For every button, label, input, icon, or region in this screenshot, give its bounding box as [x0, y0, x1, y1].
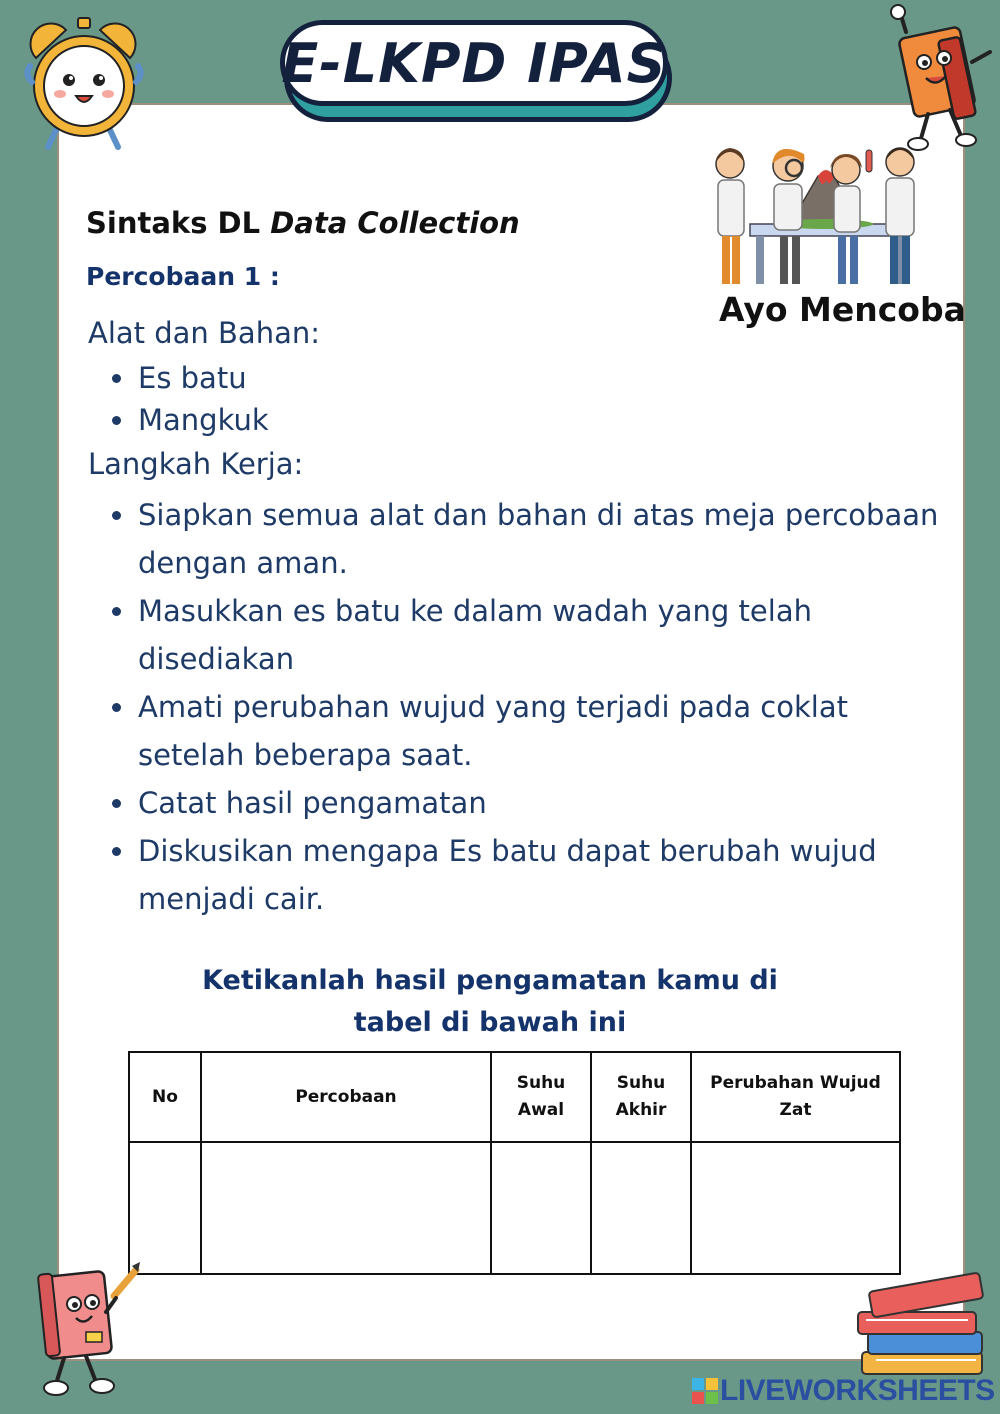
experiment-label: Percobaan 1 :	[86, 262, 280, 291]
page-title: E-LKPD IPAS	[281, 31, 667, 95]
column-header-percobaan: Percobaan	[201, 1052, 491, 1142]
table-instruction: Ketikanlah hasil pengamatan kamu di tabel di bawah ini	[202, 965, 778, 1038]
pink-book-mascot-icon	[28, 1260, 144, 1402]
table-header-row	[129, 1052, 900, 1142]
steps-heading: Langkah Kerja:	[88, 447, 304, 481]
column-header-no: No	[129, 1052, 201, 1142]
list-item: Catat hasil pengamatan	[100, 779, 938, 827]
title-badge	[280, 20, 672, 122]
column-header-suhu-awal: Suhu Awal	[491, 1052, 591, 1142]
steps-list	[100, 491, 938, 923]
list-item: Siapkan semua alat dan bahan di atas meja percobaan dengan aman.	[100, 491, 938, 587]
cell-no-input[interactable]	[129, 1142, 201, 1274]
liveworksheets-logo-icon	[692, 1378, 718, 1404]
list-item: Diskusikan mengapa Es batu dapat berubah wujud menjadi cair.	[100, 827, 938, 923]
column-header-suhu-akhir: Suhu Akhir	[591, 1052, 691, 1142]
list-item: Masukkan es batu ke dalam wadah yang telah disediakan	[100, 587, 938, 683]
column-header-perubahan-wujud-zat: Perubahan Wujud Zat	[691, 1052, 900, 1142]
alarm-clock-icon	[22, 12, 147, 152]
book-stack-icon	[852, 1272, 992, 1380]
list-item: Es batu	[100, 357, 269, 399]
ayo-mencoba-caption: Ayo Mencoba	[719, 290, 966, 329]
book-mascot-icon	[884, 2, 1000, 154]
liveworksheets-watermark: LIVEWORKSHEETS	[692, 1374, 995, 1408]
cell-suhu-awal-input[interactable]	[491, 1142, 591, 1274]
observation-table	[128, 1051, 901, 1275]
list-item: Mangkuk	[100, 399, 269, 441]
materials-list	[100, 357, 269, 441]
syntax-heading: Sintaks DL Data Collection	[86, 206, 520, 240]
cell-perubahan-wujud-input[interactable]	[691, 1142, 900, 1274]
list-item: Amati perubahan wujud yang terjadi pada coklat setelah beberapa saat.	[100, 683, 938, 779]
scientist-kids-illustration	[710, 136, 932, 288]
materials-heading: Alat dan Bahan:	[88, 316, 320, 350]
table-row	[129, 1142, 900, 1274]
cell-suhu-akhir-input[interactable]	[591, 1142, 691, 1274]
cell-percobaan-input[interactable]	[201, 1142, 491, 1274]
